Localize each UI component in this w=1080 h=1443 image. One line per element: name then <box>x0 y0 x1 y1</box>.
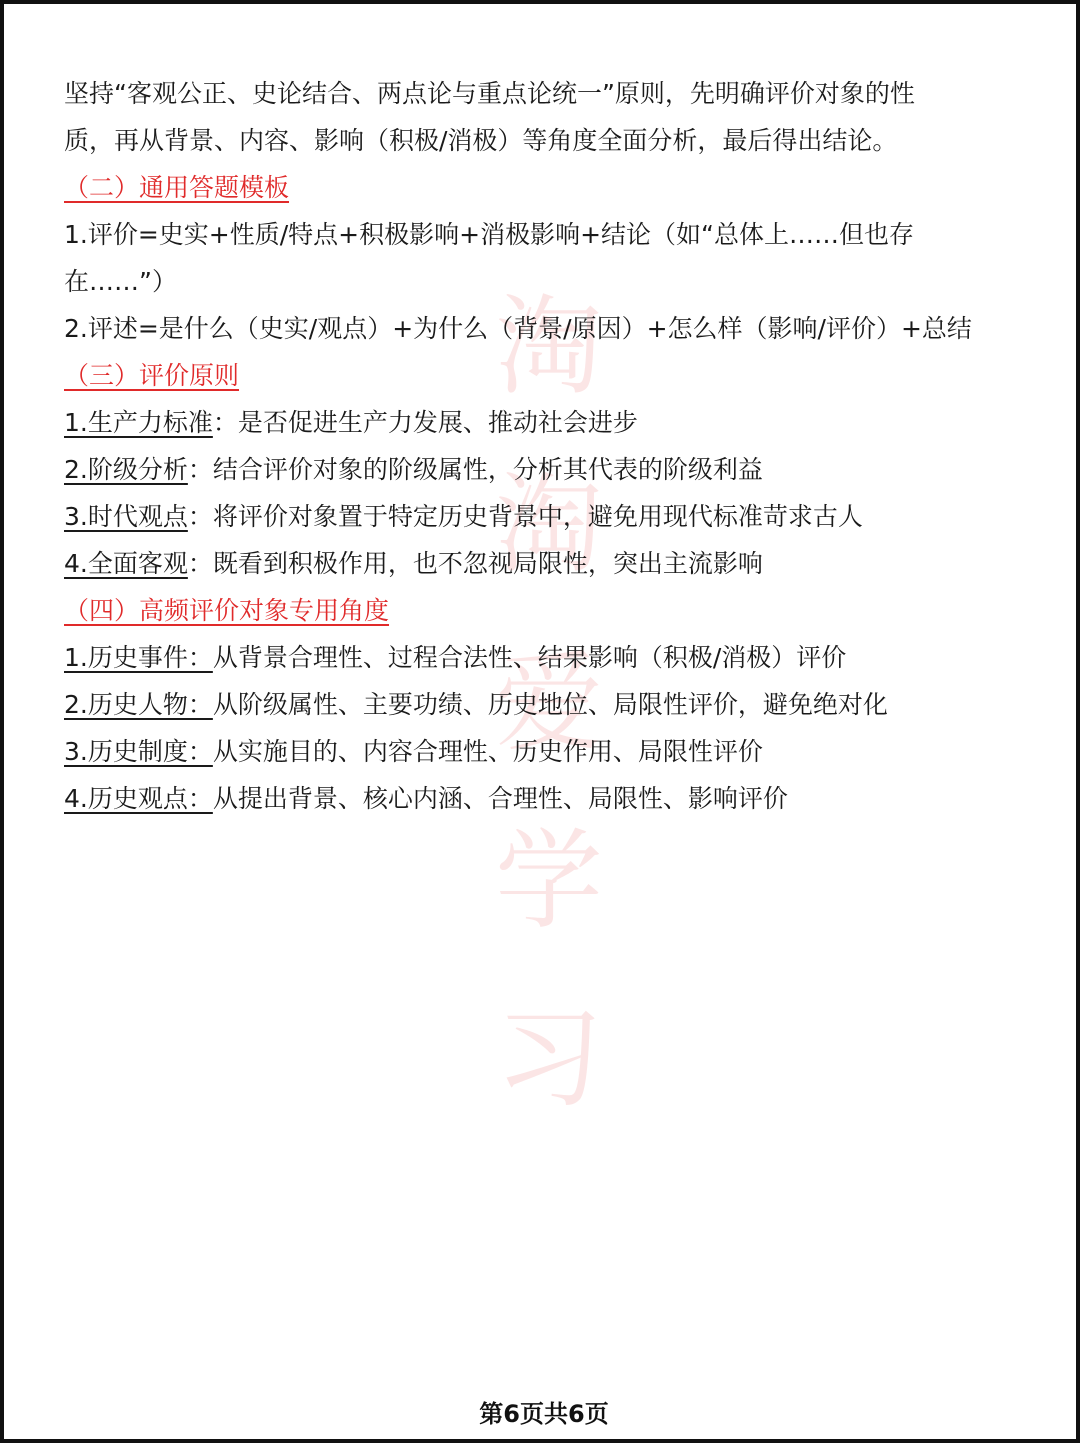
template-line: 2.评述=是什么（史实/观点）+为什么（背景/原因）+怎么样（影响/评价）+总结 <box>64 314 972 343</box>
section-heading <box>64 587 1009 634</box>
watermark-char: 习 <box>494 997 603 1122</box>
angle-item <box>64 634 1009 681</box>
angle-label: 3.历史制度： <box>64 737 213 766</box>
principle-text: ：是否促进生产力发展、推动社会进步 <box>212 408 638 437</box>
angle-item <box>64 681 1009 728</box>
principle-label: 3.时代观点 <box>64 502 188 531</box>
principle-item <box>64 540 1009 587</box>
watermark-char: 学 <box>494 819 603 944</box>
angle-text: 从实施目的、内容合理性、历史作用、局限性评价 <box>212 737 763 766</box>
principle-item <box>64 399 1009 446</box>
document-body <box>64 70 1009 822</box>
principle-text: ：既看到积极作用，也不忽视局限性，突出主流影响 <box>187 549 763 578</box>
watermark-char: 淘 <box>494 285 603 410</box>
section-heading-text: （二）通用答题模板 <box>64 173 290 202</box>
principle-text: ：将评价对象置于特定历史背景中，避免用现代标准苛求古人 <box>187 502 863 531</box>
section-heading-text: （三）评价原则 <box>64 361 240 390</box>
watermark-char: 爱 <box>494 641 603 766</box>
watermark-char: 淘 <box>494 463 603 588</box>
angle-label: 2.历史人物： <box>64 690 213 719</box>
principle-label: 4.全面客观 <box>64 549 188 578</box>
principle-label: 2.阶级分析 <box>64 455 188 484</box>
section-heading <box>64 164 1009 211</box>
principle-item <box>64 446 1009 493</box>
intro-line: 坚持“客观公正、史论结合、两点论与重点论统一”原则，先明确评价对象的性 <box>64 79 915 108</box>
angle-item <box>64 728 1009 775</box>
template-line: 在……”） <box>64 267 177 296</box>
principle-text: ：结合评价对象的阶级属性，分析其代表的阶级利益 <box>187 455 763 484</box>
angle-label: 1.历史事件： <box>64 643 213 672</box>
page-number: 第6页共6页 <box>479 1400 609 1428</box>
section-heading-text: （四）高频评价对象专用角度 <box>64 596 390 625</box>
intro-line: 质，再从背景、内容、影响（积极/消极）等角度全面分析，最后得出结论。 <box>64 126 898 155</box>
principle-item <box>64 493 1009 540</box>
angle-item <box>64 775 1009 822</box>
template-line: 1.评价=史实+性质/特点+积极影响+消极影响+结论（如“总体上……但也存 <box>64 220 914 249</box>
angle-label: 4.历史观点： <box>64 784 213 813</box>
angle-text: 从背景合理性、过程合法性、结果影响（积极/消极）评价 <box>212 643 847 672</box>
section-heading <box>64 352 1009 399</box>
angle-text: 从提出背景、核心内涵、合理性、局限性、影响评价 <box>212 784 788 813</box>
principle-label: 1.生产力标准 <box>64 408 213 437</box>
angle-text: 从阶级属性、主要功绩、历史地位、局限性评价，避免绝对化 <box>212 690 888 719</box>
